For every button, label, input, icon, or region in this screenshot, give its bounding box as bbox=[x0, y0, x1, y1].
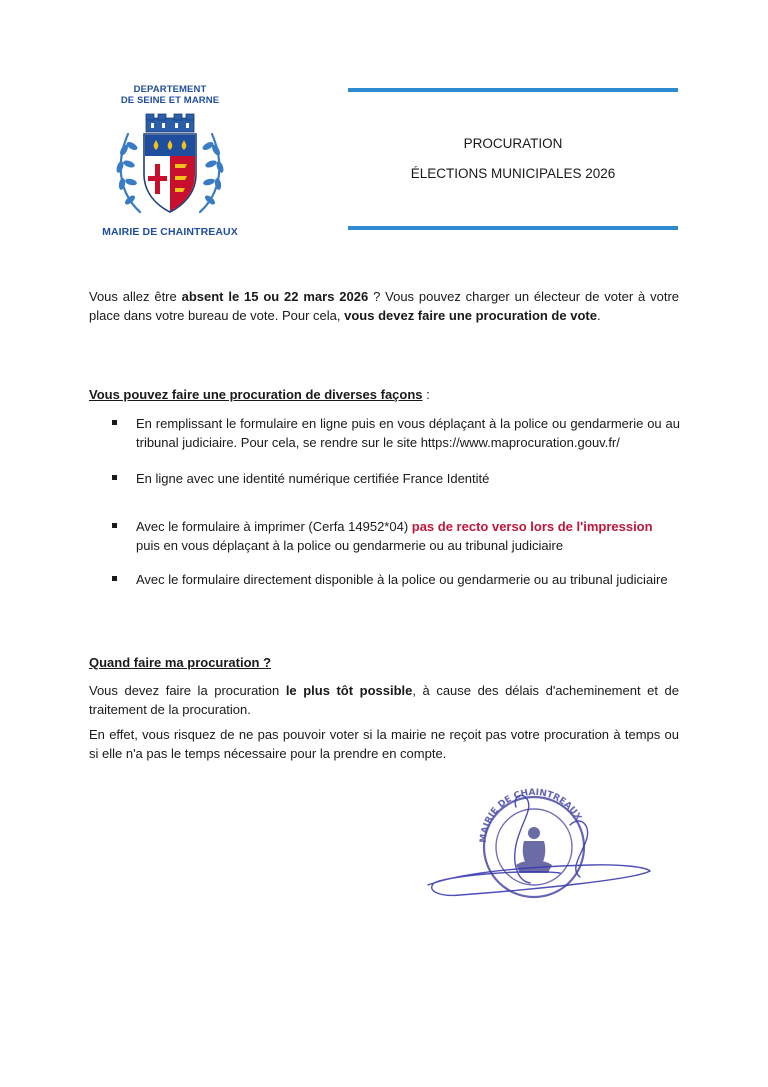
bullet-square-icon bbox=[112, 576, 117, 581]
section-when-heading-text: Quand faire ma procuration ? bbox=[89, 655, 272, 670]
header-rule-bottom bbox=[348, 226, 678, 230]
stamp-text: MAIRIE DE CHAINTREAUX bbox=[478, 787, 583, 844]
intro-bold-dates: absent le 15 ou 22 mars 2026 bbox=[181, 289, 369, 304]
municipal-coat-of-arms-icon bbox=[110, 112, 230, 220]
section-ways-heading-suffix: : bbox=[422, 387, 430, 402]
when-paragraph-1 bbox=[89, 681, 679, 719]
bullet3-text-2: puis en vous déplaçant à la police ou gendarmerie ou au tribunal judiciaire bbox=[136, 538, 564, 553]
list-item-text: En ligne avec une identité numérique certifiée France Identité bbox=[136, 471, 490, 486]
municipal-crest-block bbox=[96, 84, 244, 238]
department-label-line2: DE SEINE ET MARNE bbox=[120, 95, 220, 106]
header-rule-top bbox=[348, 88, 678, 92]
official-seal-stamp-icon bbox=[420, 785, 660, 915]
section-ways-heading bbox=[89, 385, 679, 404]
intro-text-1: Vous allez être bbox=[89, 289, 182, 304]
intro-text-2: ? Vous pouvez charger un électeur de voter à votre place dans votre bureau de vote. Pour cela, bbox=[89, 289, 680, 323]
mairie-name: MAIRIE DE CHAINTREAUX bbox=[102, 226, 238, 238]
list-item bbox=[112, 414, 680, 452]
document-title: PROCURATION bbox=[463, 136, 563, 151]
list-item-text: Avec le formulaire directement disponible à la police ou gendarmerie ou au tribunal judiciaire bbox=[136, 572, 668, 587]
list-item bbox=[112, 469, 680, 488]
bullet3-warning: pas de recto verso lors de l'impression bbox=[411, 519, 653, 534]
list-item bbox=[112, 517, 680, 555]
bullet3-text-1: Avec le formulaire à imprimer (Cerfa 14952*04) bbox=[136, 519, 412, 534]
intro-paragraph bbox=[89, 287, 679, 325]
when-p1-text-2: , à cause des délais d'acheminement et de traitement de la procuration. bbox=[89, 683, 679, 717]
intro-bold-procuration: vous devez faire une procuration de vote bbox=[344, 308, 597, 323]
department-label-line1: DEPARTEMENT bbox=[133, 84, 207, 95]
when-paragraph-2: En effet, vous risquez de ne pas pouvoir voter si la mairie ne reçoit pas votre procuration à temps ou si elle n'a pas le temps nécessaire pour la prendre en compte. bbox=[89, 727, 679, 761]
bullet-square-icon bbox=[112, 475, 117, 480]
bullet-square-icon bbox=[112, 523, 117, 528]
when-p1-bold: le plus tôt possible bbox=[285, 683, 413, 698]
section-when-heading bbox=[89, 653, 679, 672]
when-p1-text-1: Vous devez faire la procuration bbox=[89, 683, 286, 698]
intro-text-3: . bbox=[596, 308, 601, 323]
document-subtitle: ÉLECTIONS MUNICIPALES 2026 bbox=[410, 166, 616, 181]
list-item bbox=[112, 570, 680, 589]
list-item-text: En remplissant le formulaire en ligne puis en vous déplaçant à la police ou gendarmerie ou au tribunal judiciaire. Pour cela, se rendre sur le site https://www.maprocuration.gouv.fr/ bbox=[136, 416, 680, 450]
section-ways-heading-text: Vous pouvez faire une procuration de diverses façons bbox=[89, 387, 423, 402]
bullet-square-icon bbox=[112, 420, 117, 425]
list-item-text bbox=[136, 517, 680, 555]
